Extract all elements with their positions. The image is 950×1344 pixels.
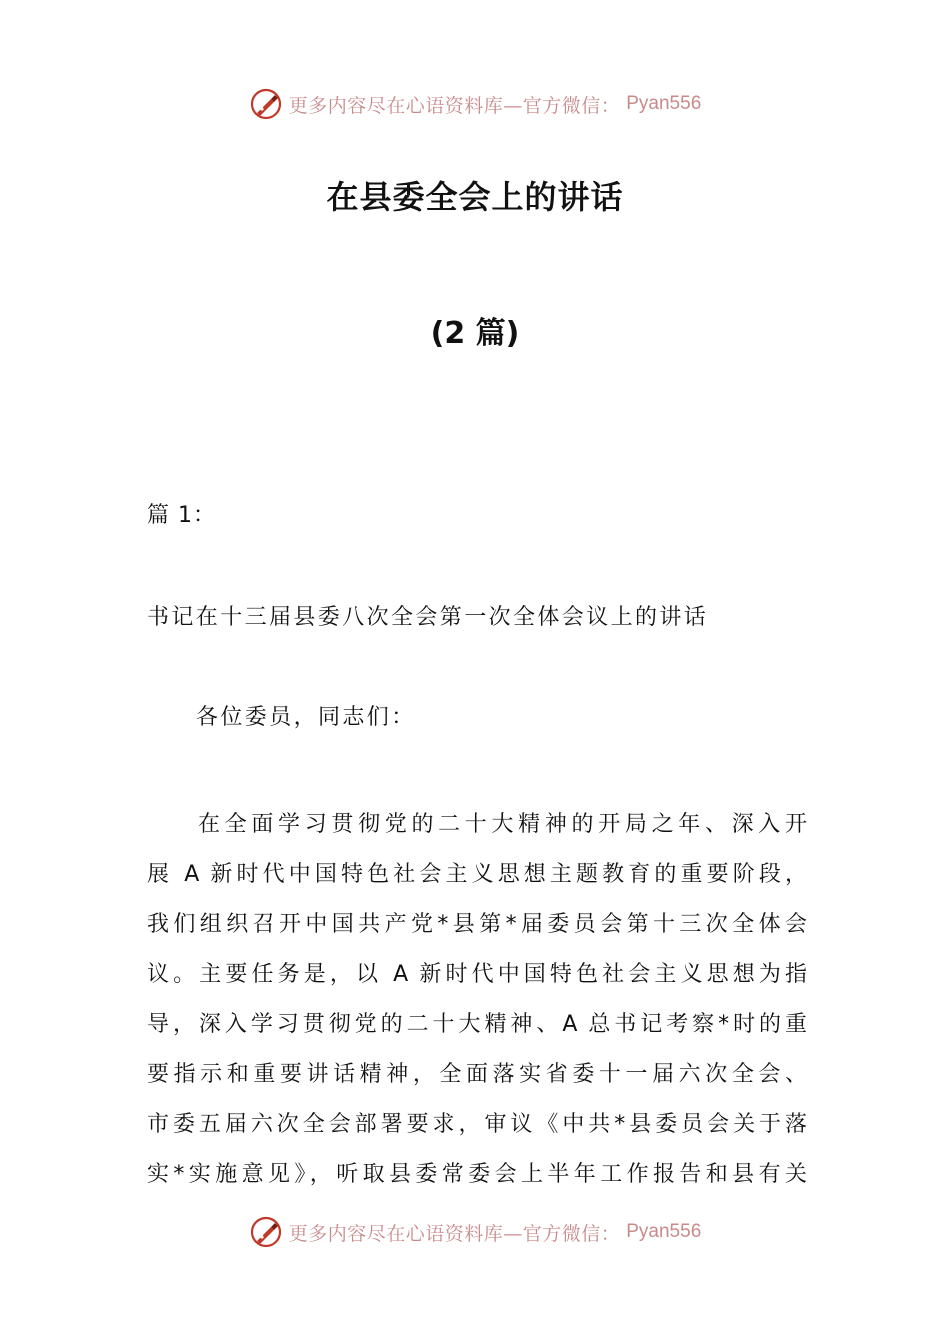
watermark-wechat-id: Pyan556 — [626, 93, 702, 114]
header-watermark — [0, 84, 950, 124]
watermark-wechat-id: Pyan556 — [626, 1221, 702, 1242]
body-line: 我们组织召开中国共产党*县第*届委员会第十三次全体会 — [147, 912, 807, 937]
salutation: 各位委员，同志们： — [196, 705, 416, 730]
body-line: 议。主要任务是，以 A 新时代中国特色社会主义思想为指 — [147, 962, 807, 987]
body-line: 实*实施意见》，听取县委常委会上半年工作报告和县有关 — [147, 1162, 807, 1187]
pen-nib-logo-icon — [249, 1215, 283, 1249]
body-line: 导，深入学习贯彻党的二十大精神、A 总书记考察*时的重 — [147, 1012, 807, 1037]
watermark-text: 更多内容尽在心语资料库—官方微信： — [288, 94, 621, 117]
watermark-text: 更多内容尽在心语资料库—官方微信： — [288, 1222, 621, 1245]
section-label: 篇 1： — [147, 503, 216, 528]
speech-title: 书记在十三届县委八次全会第一次全体会议上的讲话 — [147, 605, 709, 630]
document-subtitle: (2 篇) — [430, 316, 520, 351]
document-title: 在县委全会上的讲话 — [326, 178, 624, 216]
body-line: 展 A 新时代中国特色社会主义思想主题教育的重要阶段， — [147, 862, 807, 887]
body-line: 市委五届六次全会部署要求，审议《中共*县委员会关于落 — [147, 1112, 807, 1137]
body-line: 在全面学习贯彻党的二十大精神的开局之年、深入开 — [198, 812, 807, 837]
pen-nib-logo-icon — [249, 87, 283, 121]
body-paragraph — [147, 800, 807, 1200]
body-line: 要指示和重要讲话精神，全面落实省委十一届六次全会、 — [147, 1062, 807, 1087]
footer-watermark — [0, 1212, 950, 1252]
